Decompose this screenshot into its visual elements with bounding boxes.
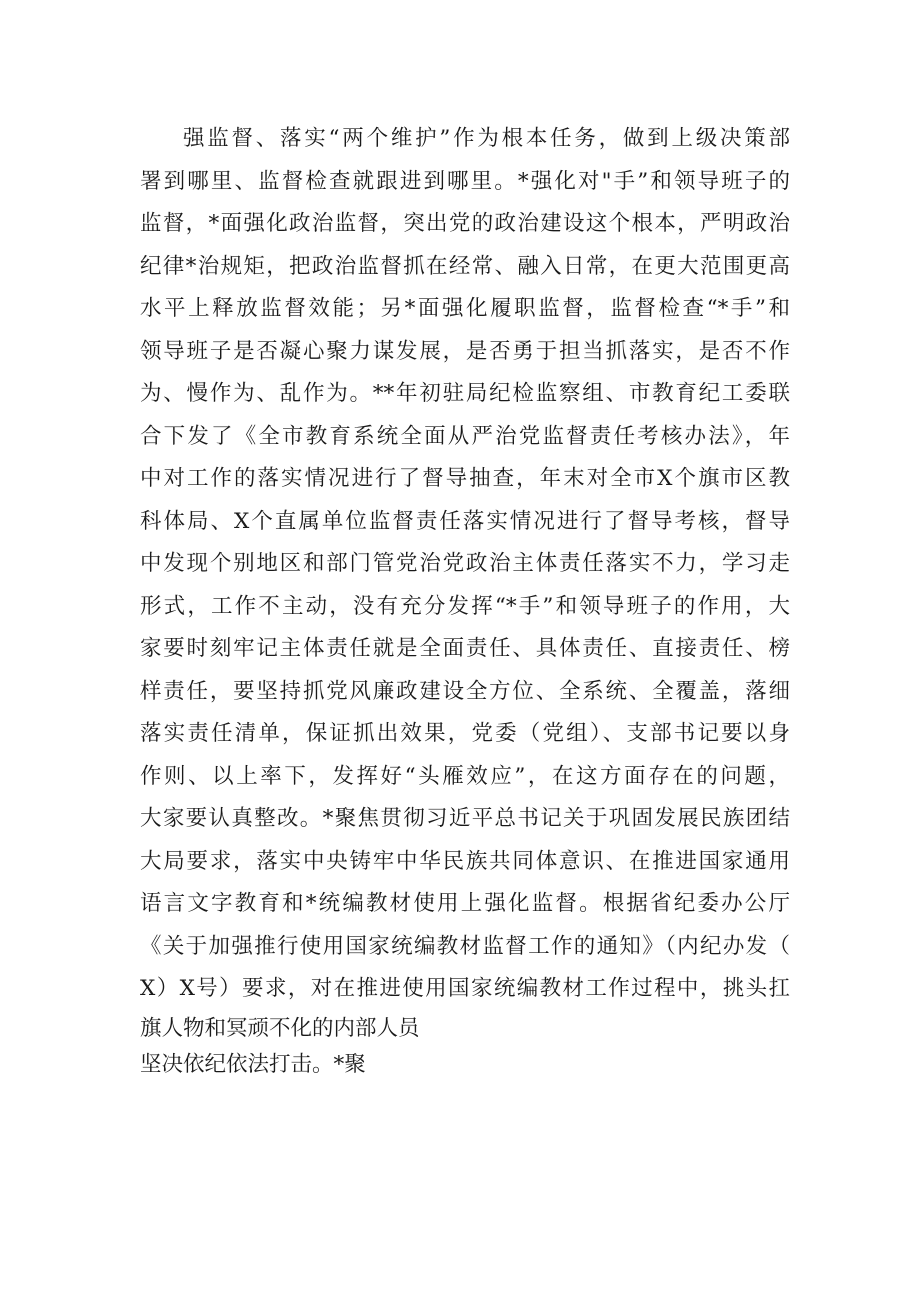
text-line: 领导班子是否凝心聚力谋发展，是否勇于担当抓落实，是否不作 (140, 338, 790, 364)
text-line: 形式，工作不主动，没有充分发挥“*手”和领导班子的作用，大 (140, 593, 790, 619)
text-line: 样责任，要坚持抓党风廉政建设全方位、全系统、全覆盖，落细 (140, 678, 790, 704)
text-line: 家要时刻牢记主体责任就是全面责任、具体责任、直接责任、榜 (140, 636, 790, 661)
text-line: 水平上释放监督效能；另*面强化履职监督，监督检查“*手”和 (140, 296, 790, 321)
text-line: 中对工作的落实情况进行了督导抽查，年末对全市X个旗市区教 (140, 466, 790, 491)
text-line: 监督，*面强化政治监督，突出党的政治建设这个根本，严明政治 (140, 211, 790, 236)
text-line: 《关于加强推行使用国家统编教材监督工作的通知》（内纪办发（ (140, 933, 790, 959)
text-line: 合下发了《全市教育系统全面从严治党监督责任考核办法》，年 (140, 423, 790, 449)
body-paragraph (140, 118, 790, 1083)
text-line: X）X号）要求，对在推进使用国家统编教材工作过程中，挑头扛 (140, 976, 790, 1001)
text-line: 旗人物和冥顽不化的内部人员 (140, 1015, 420, 1041)
text-line: 坚决依纪依法打击。*聚 (140, 1051, 366, 1077)
text-line: 强监督、落实“两个维护”作为根本任务，做到上级决策部 (183, 126, 790, 151)
text-line: 中发现个别地区和部门管党治党政治主体责任落实不力，学习走 (140, 551, 790, 576)
text-line: 落实责任清单，保证抓出效果，党委（党组）、支部书记要以身 (140, 721, 790, 746)
text-line: 语言文字教育和*统编教材使用上强化监督。根据省纪委办公厅 (140, 891, 790, 916)
text-line: 大家要认真整改。*聚焦贯彻习近平总书记关于巩固发展民族团结 (140, 806, 790, 831)
text-line: 科体局、X个直属单位监督责任落实情况进行了督导考核，督导 (140, 508, 790, 534)
text-line: 署到哪里、监督检查就跟进到哪里。*强化对"手”和领导班子的 (140, 168, 790, 194)
text-line: 为、慢作为、乱作为。**年初驻局纪检监察组、市教育纪工委联 (140, 381, 790, 406)
text-line: 大局要求，落实中央铸牢中华民族共同体意识、在推进国家通用 (140, 848, 790, 874)
text-line: 纪律*治规矩，把政治监督抓在经常、融入日常，在更大范围更高 (140, 253, 790, 279)
text-line: 作则、以上率下，发挥好“头雁效应”，在这方面存在的问题， (140, 763, 790, 789)
